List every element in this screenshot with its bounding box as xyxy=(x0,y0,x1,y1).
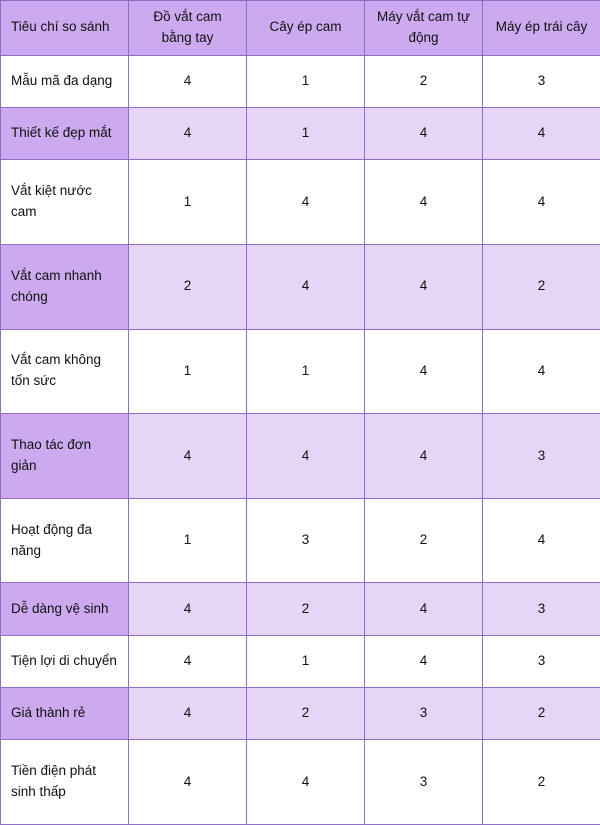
cell-value: 4 xyxy=(129,414,247,499)
cell-value: 2 xyxy=(483,245,600,330)
row-label: Mẫu mã đa dạng xyxy=(1,55,129,107)
cell-value: 4 xyxy=(247,414,365,499)
cell-value: 4 xyxy=(129,687,247,739)
cell-value: 3 xyxy=(483,55,600,107)
table-row xyxy=(1,635,600,687)
cell-value: 4 xyxy=(483,108,600,160)
cell-value: 3 xyxy=(247,498,365,583)
cell-value: 4 xyxy=(129,635,247,687)
cell-value: 3 xyxy=(483,414,600,499)
cell-value: 2 xyxy=(483,740,600,825)
table-body xyxy=(1,55,600,824)
cell-value: 4 xyxy=(247,740,365,825)
column-header-auto-juicer: Máy vắt cam tự động xyxy=(365,1,483,56)
cell-value: 3 xyxy=(483,583,600,635)
cell-value: 1 xyxy=(247,635,365,687)
cell-value: 4 xyxy=(483,498,600,583)
table-row xyxy=(1,740,600,825)
row-label: Tiện lợi di chuyển xyxy=(1,635,129,687)
table-row xyxy=(1,160,600,245)
cell-value: 3 xyxy=(365,740,483,825)
column-header-criteria: Tiêu chí so sánh xyxy=(1,1,129,56)
cell-value: 4 xyxy=(365,245,483,330)
cell-value: 1 xyxy=(247,108,365,160)
cell-value: 4 xyxy=(129,108,247,160)
cell-value: 4 xyxy=(129,55,247,107)
cell-value: 4 xyxy=(247,245,365,330)
table-row xyxy=(1,583,600,635)
table-row xyxy=(1,245,600,330)
cell-value: 1 xyxy=(129,498,247,583)
cell-value: 2 xyxy=(247,687,365,739)
table-row xyxy=(1,329,600,414)
row-label: Dễ dàng vệ sinh xyxy=(1,583,129,635)
cell-value: 2 xyxy=(365,498,483,583)
cell-value: 2 xyxy=(365,55,483,107)
row-label: Vắt cam nhanh chóng xyxy=(1,245,129,330)
cell-value: 4 xyxy=(129,740,247,825)
table-header-row xyxy=(1,1,600,56)
cell-value: 1 xyxy=(247,329,365,414)
cell-value: 2 xyxy=(129,245,247,330)
cell-value: 2 xyxy=(483,687,600,739)
cell-value: 4 xyxy=(129,583,247,635)
table-row xyxy=(1,108,600,160)
cell-value: 3 xyxy=(483,635,600,687)
cell-value: 4 xyxy=(365,583,483,635)
table-row xyxy=(1,687,600,739)
row-label: Thiết kế đẹp mắt xyxy=(1,108,129,160)
table-row xyxy=(1,55,600,107)
cell-value: 4 xyxy=(365,160,483,245)
table-row xyxy=(1,498,600,583)
row-label: Giá thành rẻ xyxy=(1,687,129,739)
row-label: Thao tác đơn giản xyxy=(1,414,129,499)
row-label: Tiền điện phát sinh thấp xyxy=(1,740,129,825)
cell-value: 1 xyxy=(129,329,247,414)
column-header-fruit-juicer: Máy ép trái cây xyxy=(483,1,600,56)
cell-value: 4 xyxy=(247,160,365,245)
row-label: Vắt cam không tốn sức xyxy=(1,329,129,414)
cell-value: 2 xyxy=(247,583,365,635)
row-label: Vắt kiệt nước cam xyxy=(1,160,129,245)
row-label: Hoạt động đa năng xyxy=(1,498,129,583)
table-row xyxy=(1,414,600,499)
cell-value: 4 xyxy=(365,414,483,499)
cell-value: 4 xyxy=(483,160,600,245)
cell-value: 4 xyxy=(483,329,600,414)
cell-value: 4 xyxy=(365,635,483,687)
table-header xyxy=(1,1,600,56)
column-header-lever-press: Cây ép cam xyxy=(247,1,365,56)
column-header-manual-juicer: Đồ vắt cam bằng tay xyxy=(129,1,247,56)
cell-value: 4 xyxy=(365,108,483,160)
cell-value: 1 xyxy=(247,55,365,107)
cell-value: 4 xyxy=(365,329,483,414)
cell-value: 3 xyxy=(365,687,483,739)
cell-value: 1 xyxy=(129,160,247,245)
